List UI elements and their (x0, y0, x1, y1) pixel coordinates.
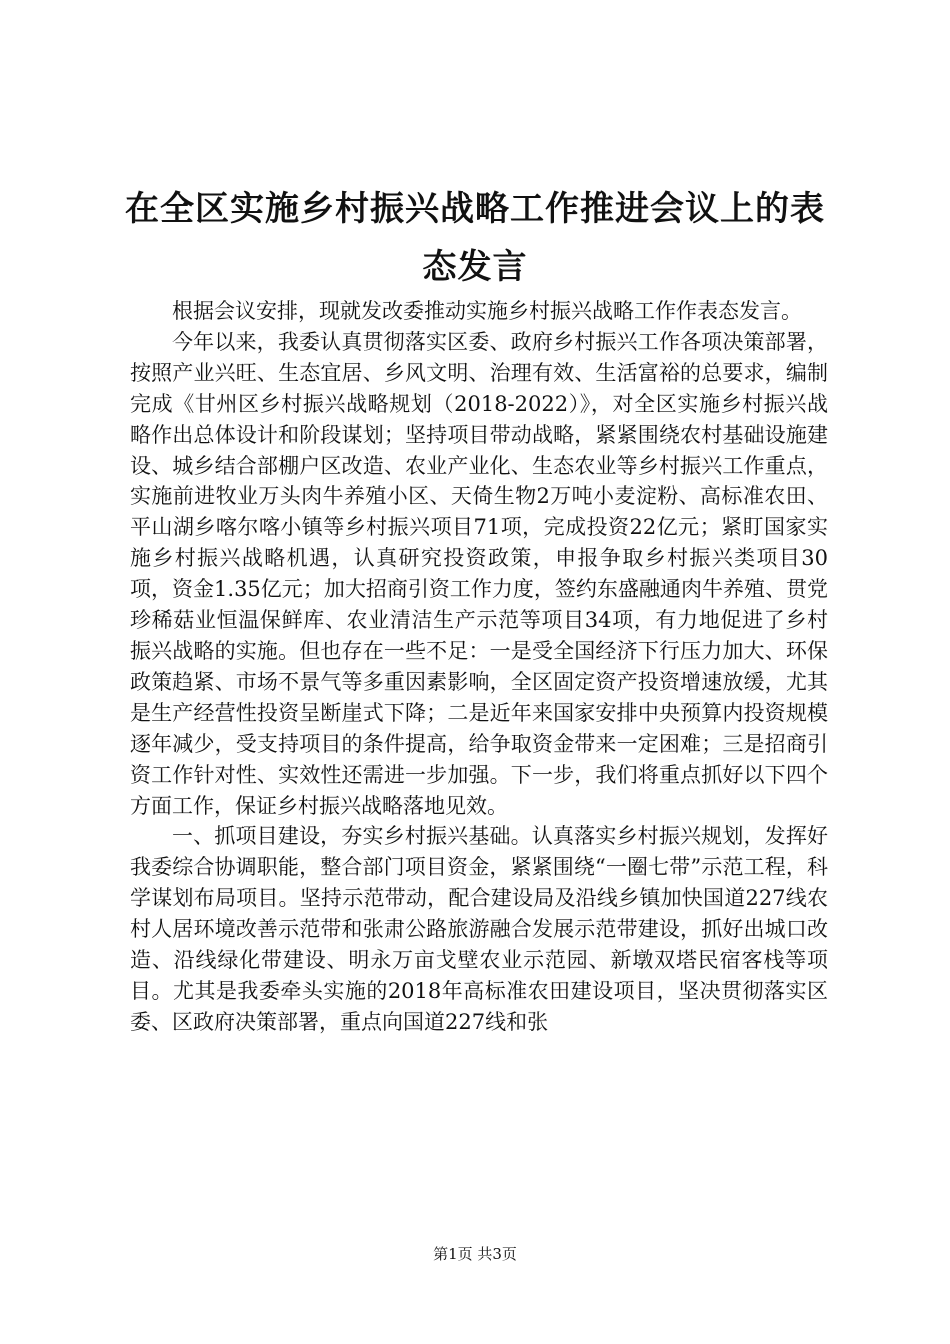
page-number-footer: 第1页 共3页 (433, 1245, 517, 1263)
document-title: 在全区实施乡村振兴战略工作推进会议上的表态发言 (125, 189, 825, 287)
paragraph-project-construction: 一、抓项目建设，夯实乡村振兴基础。认真落实乡村振兴规划，发挥好我委综合协调职能，整合部门项目资金，紧紧围绕“一圈七带”示范工程，科学谋划布局项目。坚持示范带动，配合建设局及沿线乡镇加快国道227线农村人居环境改善示范带和张肃公路旅游融合发展示范带建设，抓好出城口改造、沿线绿化带建设、明永万亩戈壁农业示范园、新墩双塔民宿客栈等项目。尤其是我委牵头实施的2018年高标准农田建设项目，坚决贯彻落实区委、区政府决策部署，重点向国道227线和张 (130, 824, 828, 1034)
paragraph-progress: 今年以来，我委认真贯彻落实区委、政府乡村振兴工作各项决策部署，按照产业兴旺、生态宜居、乡风文明、治理有效、生活富裕的总要求，编制完成《甘州区乡村振兴战略规划（2018-2022）》，对全区实施乡村振兴战略作出总体设计和阶段谋划；坚持项目带动战略，紧紧围绕农村基础设施建设、城乡结合部棚户区改造、农业产业化、生态农业等乡村振兴工作重点，实施前进牧业万头肉牛养殖小区、天倚生物2万吨小麦淀粉、高标准农田、平山湖乡喀尔喀小镇等乡村振兴项目71项，完成投资22亿元；紧盯国家实施乡村振兴战略机遇，认真研究投资政策，申报争取乡村振兴类项目30项，资金1.35亿元；加大招商引资工作力度，签约东盛融通肉牛养殖、贯党珍稀菇业恒温保鲜库、农业清洁生产示范等项目34项，有力地促进了乡村振兴战略的实施。但也存在一些不足：一是受全国经济下行压力加大、环保政策趋紧、市场不景气等多重因素影响，全区固定资产投资增速放缓，尤其是生产经营性投资呈断崖式下降；二是近年来国家安排中央预算内投资规模逐年减少，受支持项目的条件提高，给争取资金带来一定困难；三是招商引资工作针对性、实效性还需进一步加强。下一步，我们将重点抓好以下四个方面工作，保证乡村振兴战略落地见效。 (130, 329, 828, 818)
document-body (130, 296, 828, 1038)
paragraph-intro: 根据会议安排，现就发改委推动实施乡村振兴战略工作作表态发言。 (172, 299, 802, 323)
